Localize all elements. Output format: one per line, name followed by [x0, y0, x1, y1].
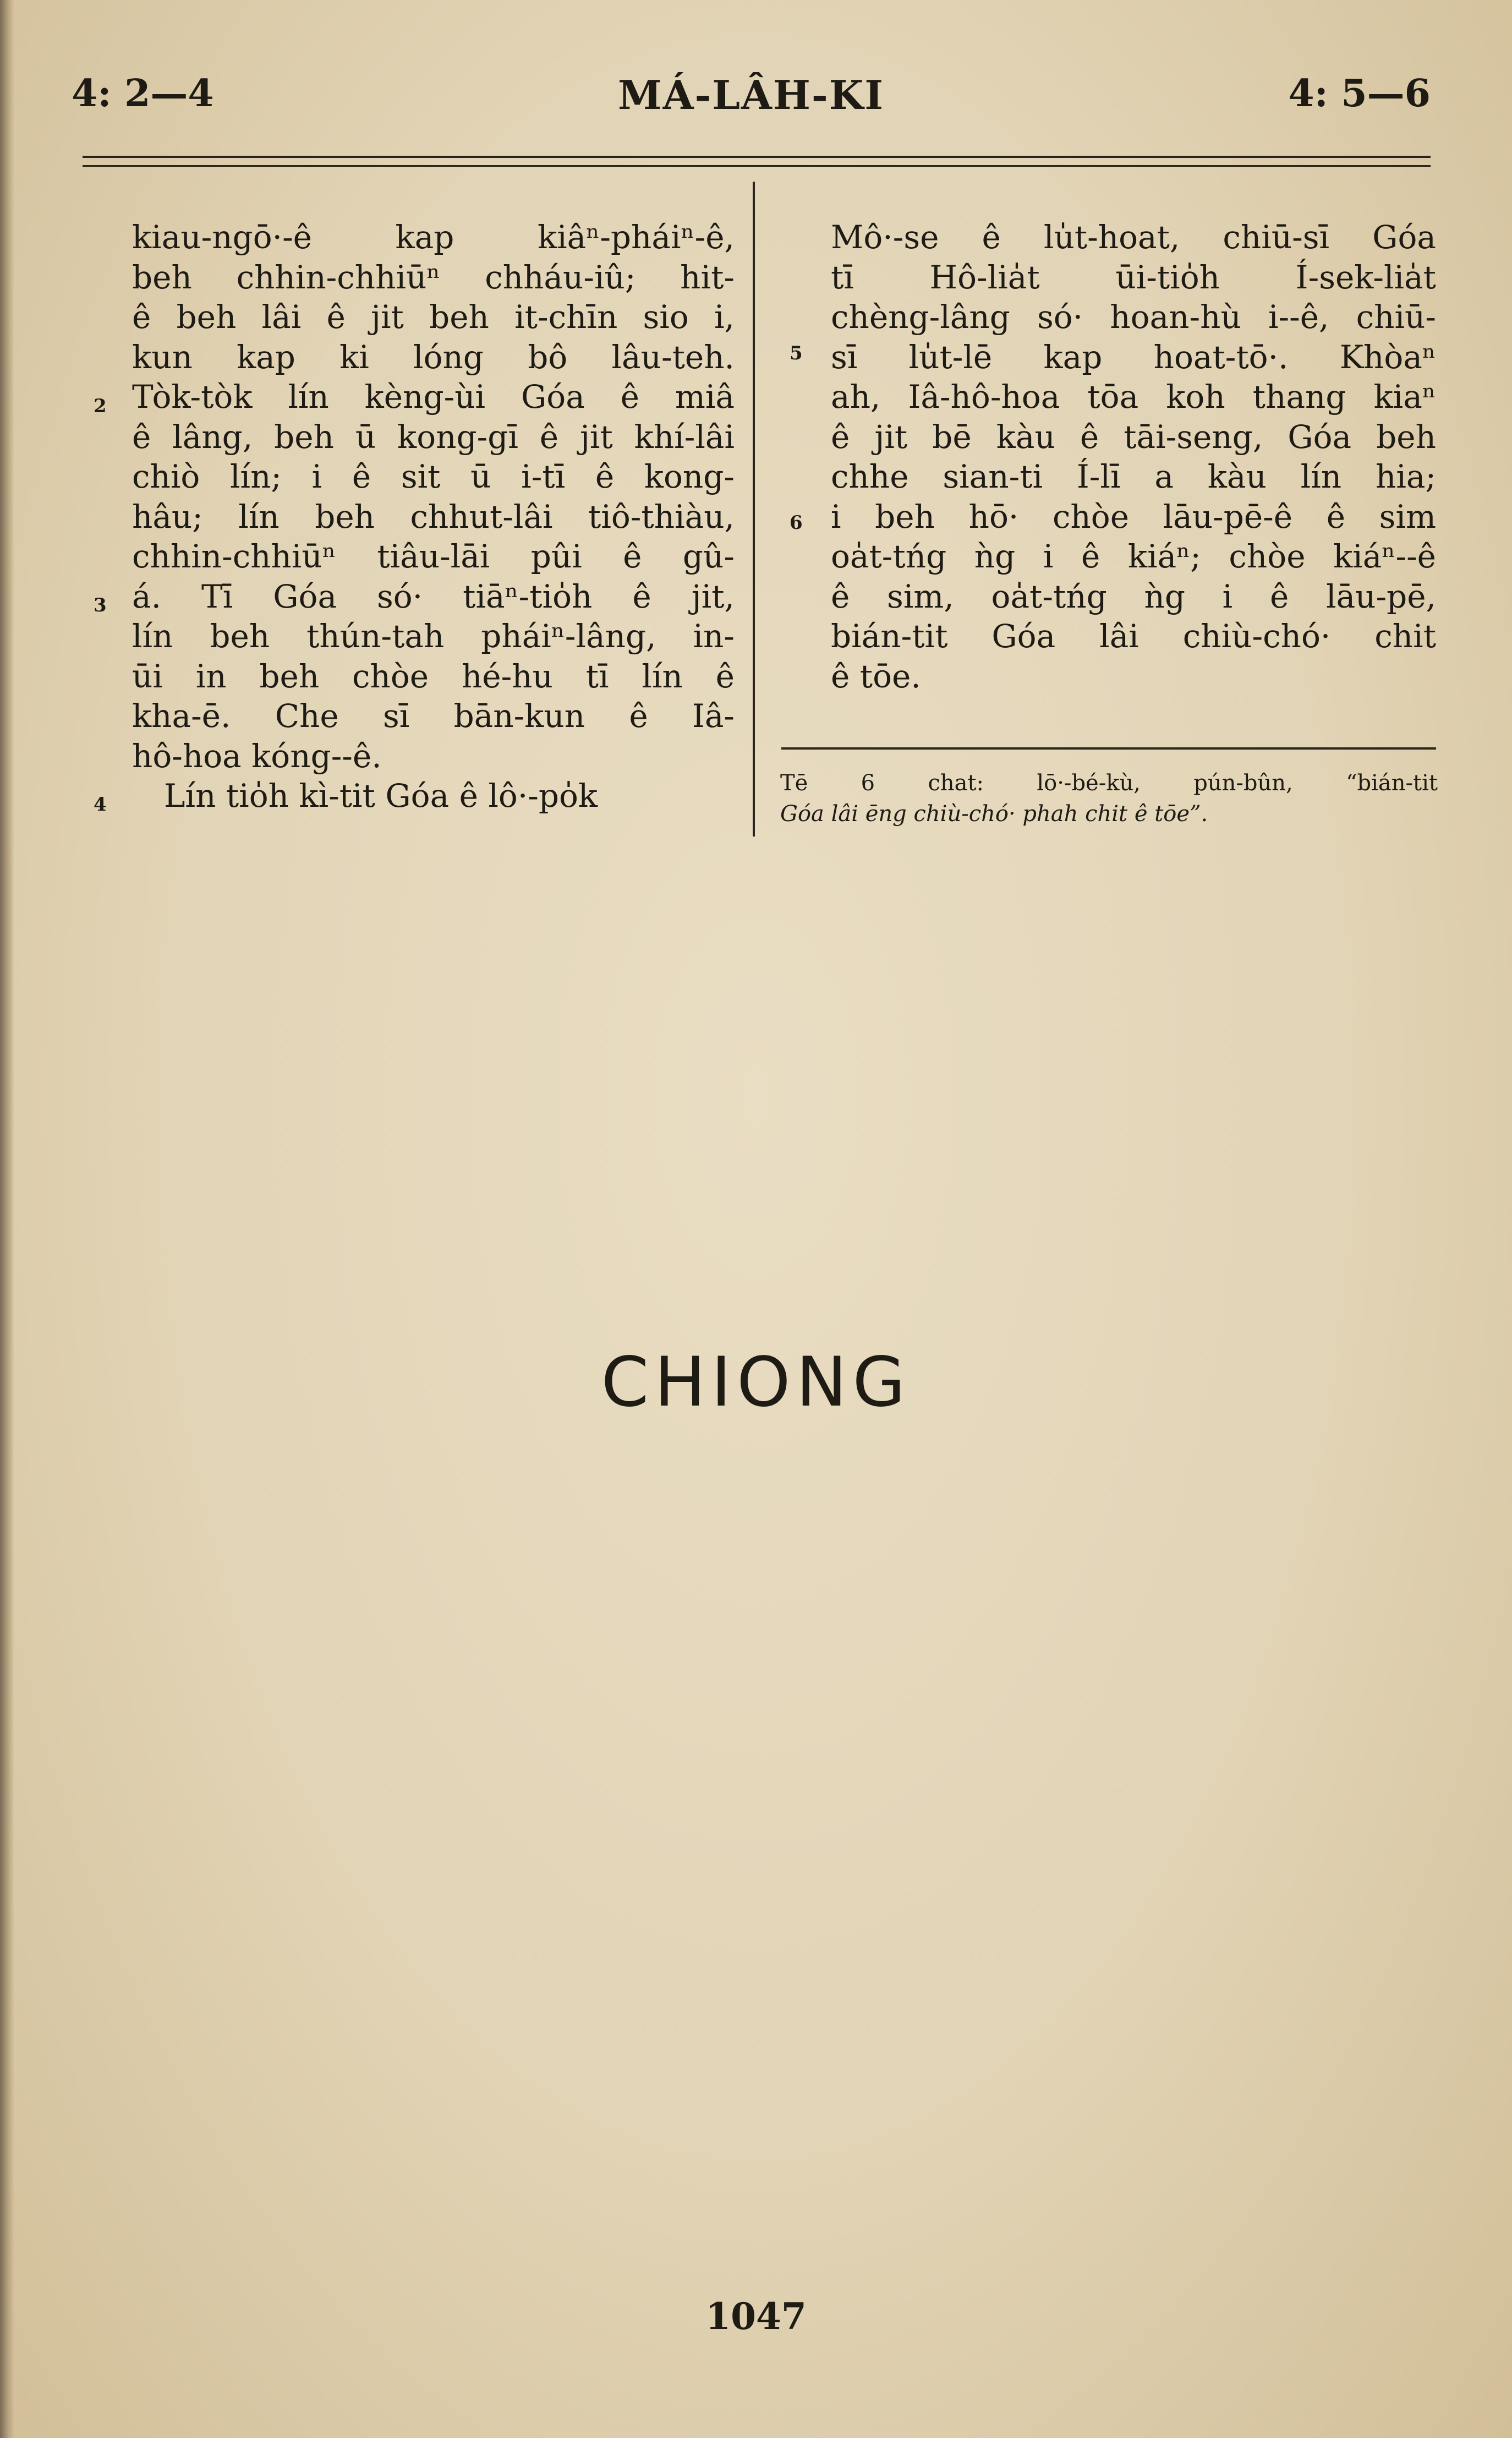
text-line: beh chhin-chhiūⁿ chháu-iû; hit- — [132, 258, 735, 296]
text-line: bián-tit Góa lâi chiù-chó· chit — [831, 617, 1436, 655]
header-verse-range-right: 4: 5—6 — [1288, 72, 1431, 116]
text-line: i beh hō· chòe lāu-pē-ê ê sim — [831, 498, 1436, 535]
footnote — [780, 768, 1438, 829]
text-line: ah, Iâ-hô-hoa tōa koh thang kiaⁿ — [831, 378, 1436, 416]
verse-number: 4 — [94, 794, 107, 816]
text-line: hô-hoa kóng--ê. — [132, 737, 382, 775]
verse-number: 5 — [790, 342, 803, 364]
text-line: hâu; lín beh chhut-lâi tiô-thiàu, — [132, 498, 735, 535]
verse-number: 3 — [94, 594, 107, 616]
header-rule-bottom — [83, 165, 1431, 167]
left-column — [132, 217, 735, 816]
text-line: Mô·-se ê lu̍t-hoat, chiū-sī Góa — [831, 218, 1436, 256]
text-line: ê jit bē kàu ê tāi-seng, Góa beh — [831, 418, 1436, 456]
running-header — [72, 72, 1431, 132]
text-line: Lín tio̍h kì-tit Góa ê lô·-po̍k — [164, 777, 598, 815]
book-title: MÁ-LÂH-KI — [617, 72, 885, 118]
text-line: sī lu̍t-lē kap hoat-tō·. Khòaⁿ — [831, 338, 1436, 376]
right-column — [831, 217, 1436, 696]
text-line: chhin-chhiūⁿ tiâu-lāi pûi ê gû- — [132, 538, 735, 575]
page-number: 1047 — [705, 2295, 807, 2338]
section-title: CHIONG — [601, 1343, 911, 1422]
text-line: chiò lín; i ê sit ū i-tī ê kong- — [132, 458, 735, 495]
text-line: chèng-lâng só· hoan-hù i--ê, chiū- — [831, 298, 1436, 336]
page-edge-shadow — [0, 0, 14, 2438]
text-line: ê beh lâi ê jit beh it-chīn sio i, — [132, 298, 735, 336]
text-line: oa̍t-tńg ǹg i ê kiáⁿ; chòe kiáⁿ--ê — [831, 538, 1436, 575]
text-line: tī Hô-lia̍t ūi-tio̍h Í-sek-lia̍t — [831, 258, 1436, 296]
text-line: ūi in beh chòe hé-hu tī lín ê — [132, 657, 735, 695]
verse-number: 6 — [790, 512, 803, 534]
footnote-rule — [781, 747, 1436, 750]
text-line: kun kap ki lóng bô lâu-teh. — [132, 338, 735, 376]
text-line: kiau-ngō·-ê kap kiâⁿ-pháiⁿ-ê, — [132, 218, 735, 256]
header-rule-top — [83, 156, 1431, 158]
text-line: lín beh thún-tah pháiⁿ-lâng, in- — [132, 617, 735, 655]
column-divider — [753, 182, 755, 837]
text-line: ê tōe. — [831, 657, 921, 695]
text-line: chhe sian-ti Í-lī a kàu lín hia; — [831, 458, 1436, 495]
text-line: ê sim, oa̍t-tńg ǹg i ê lāu-pē, — [831, 577, 1436, 615]
footnote-line: Góa lâi ēng chiù-chó· phah chit ê tōe”. — [780, 801, 1208, 827]
text-line: Tòk-tòk lín kèng-ùi Góa ê miâ — [132, 378, 735, 416]
verse-number: 2 — [94, 395, 107, 417]
text-line: kha-ē. Che sī bān-kun ê Iâ- — [132, 697, 735, 735]
header-verse-range-left: 4: 2—4 — [72, 72, 214, 116]
text-line: ê lâng, beh ū kong-gī ê jit khí-lâi — [132, 418, 735, 456]
footnote-line: Tē 6 chat: lō·-bé-kù, pún-bûn, “bián-tit — [780, 770, 1438, 796]
text-line: á. Tī Góa só· tiāⁿ-tio̍h ê jit, — [132, 577, 735, 615]
